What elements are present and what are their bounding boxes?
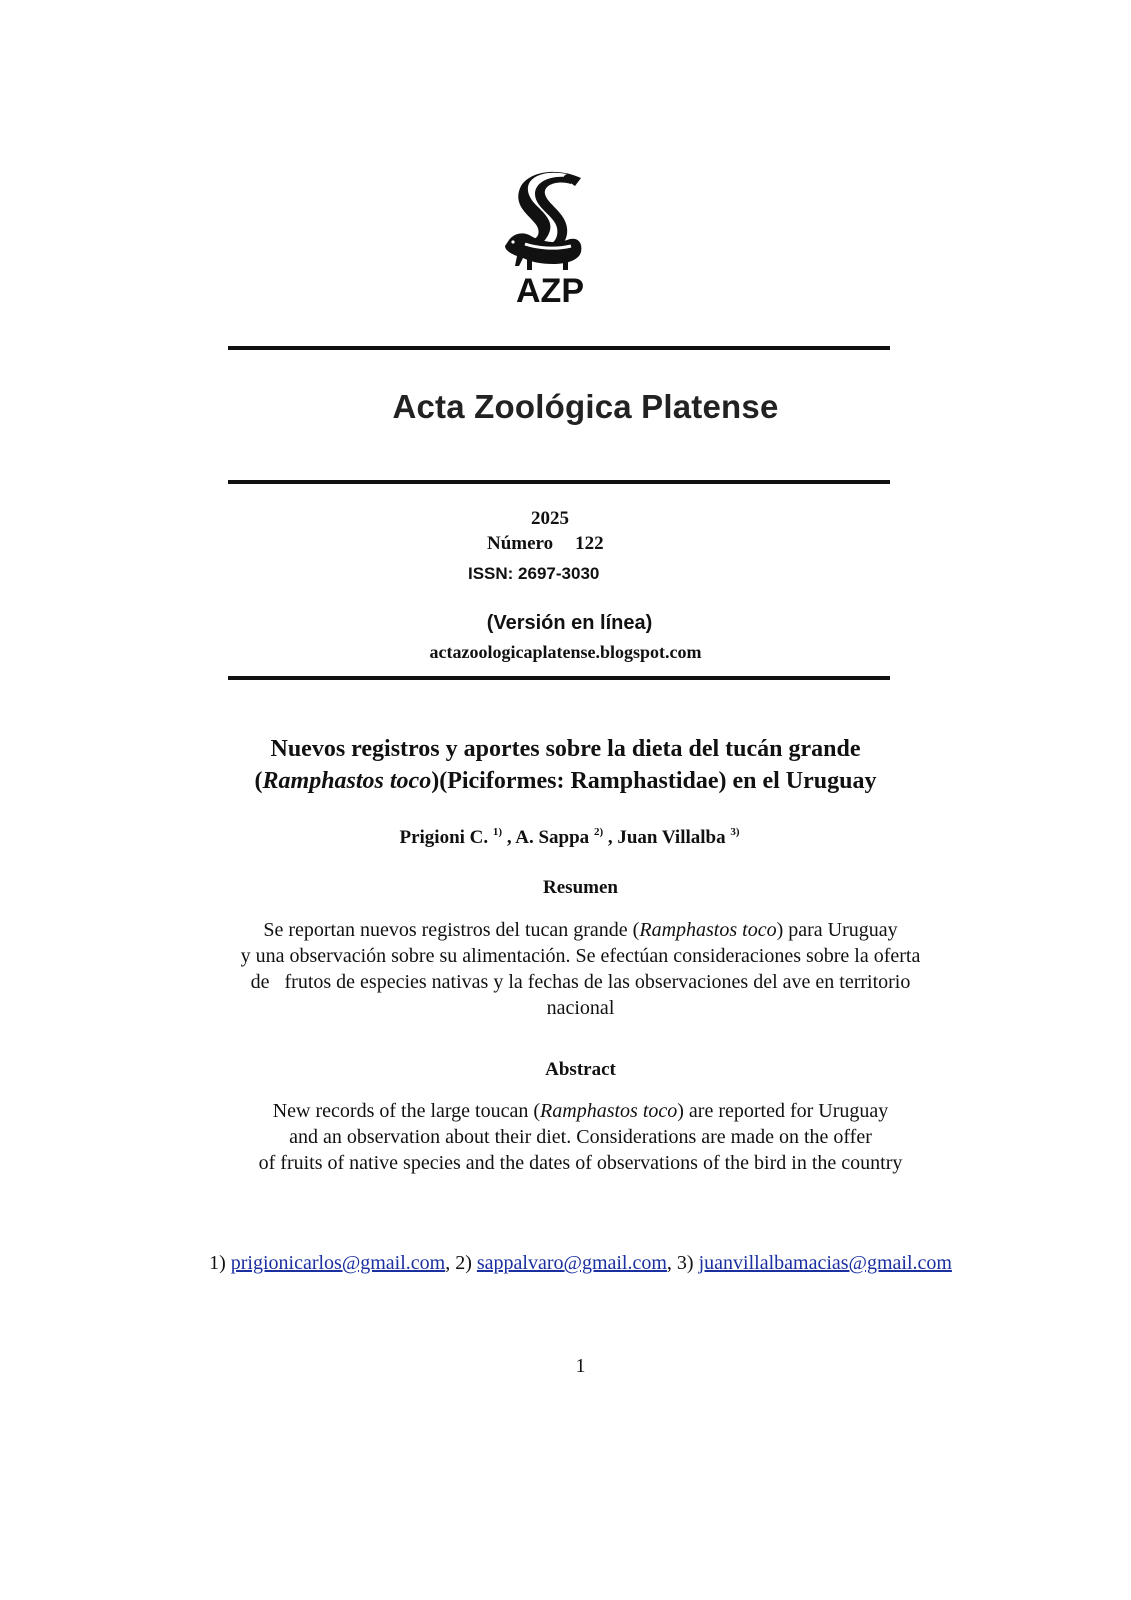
resumen-heading: Resumen [543,877,618,898]
page-number: 1 [575,1355,586,1377]
issue-number-value: 122 [575,533,604,554]
author-name: , A. Sappa [506,827,590,848]
species-name: Ramphastos toco [540,1100,678,1122]
paper-title [0,733,1131,797]
author-emails: 1) prigionicarlos@gmail.com, 2) sappalvaro@gmail.com, 3) juanvillalbamacias@gmail.com [209,1252,952,1274]
email-link-3[interactable]: juanvillalbamacias@gmail.com [698,1252,952,1274]
author-name: Prigioni C. [399,827,489,848]
issue-number [487,533,604,555]
paper-title-line: (Ramphastos toco)(Piciformes: Ramphastidae) en el Uruguay [254,768,877,794]
issue-number-label: Número [487,533,554,554]
publication-year: 2025 [531,508,569,529]
author-affiliation: 1) [492,826,503,838]
email-link-1[interactable]: prigionicarlos@gmail.com [230,1252,446,1274]
author-affiliation: 3) [730,826,740,838]
svg-text:AZP: AZP [516,272,584,310]
resumen-text: Se reportan nuevos registros del tucan grande (Ramphastos toco) para Uruguay y una observación sobre su alimentación. Se efectúan consideraciones sobre la oferta de frutos de especies nativas y la fechas de las observaciones del ave en territorio nacional [240,919,921,1019]
journal-website: actazoologicaplatense.blogspot.com [429,642,702,662]
divider [228,480,890,484]
issn: ISSN: 2697-3030 [468,564,600,583]
species-name: Ramphastos toco [262,768,432,794]
email-link-2[interactable]: sappalvaro@gmail.com [476,1252,667,1274]
paper-title-line: Nuevos registros y aportes sobre la dieta del tucán grande [270,736,861,762]
online-version-label: (Versión en línea) [486,612,653,634]
journal-logo [505,170,595,310]
skunk-logo-icon [505,170,595,310]
author-affiliation: 2) [593,826,604,838]
divider [228,346,890,350]
journal-title: Acta Zoológica Platense [392,388,779,425]
abstract-text: New records of the large toucan (Ramphastos toco) are reported for Uruguay and an observation about their diet. Considerations are made on the offer of fruits of native species and the dates of observations of the bird in the country [258,1100,903,1174]
author-name: , Juan Villalba [607,827,726,848]
species-name: Ramphastos toco [639,919,777,941]
author-list [0,826,1131,849]
divider [228,676,890,680]
abstract-heading: Abstract [545,1059,616,1080]
